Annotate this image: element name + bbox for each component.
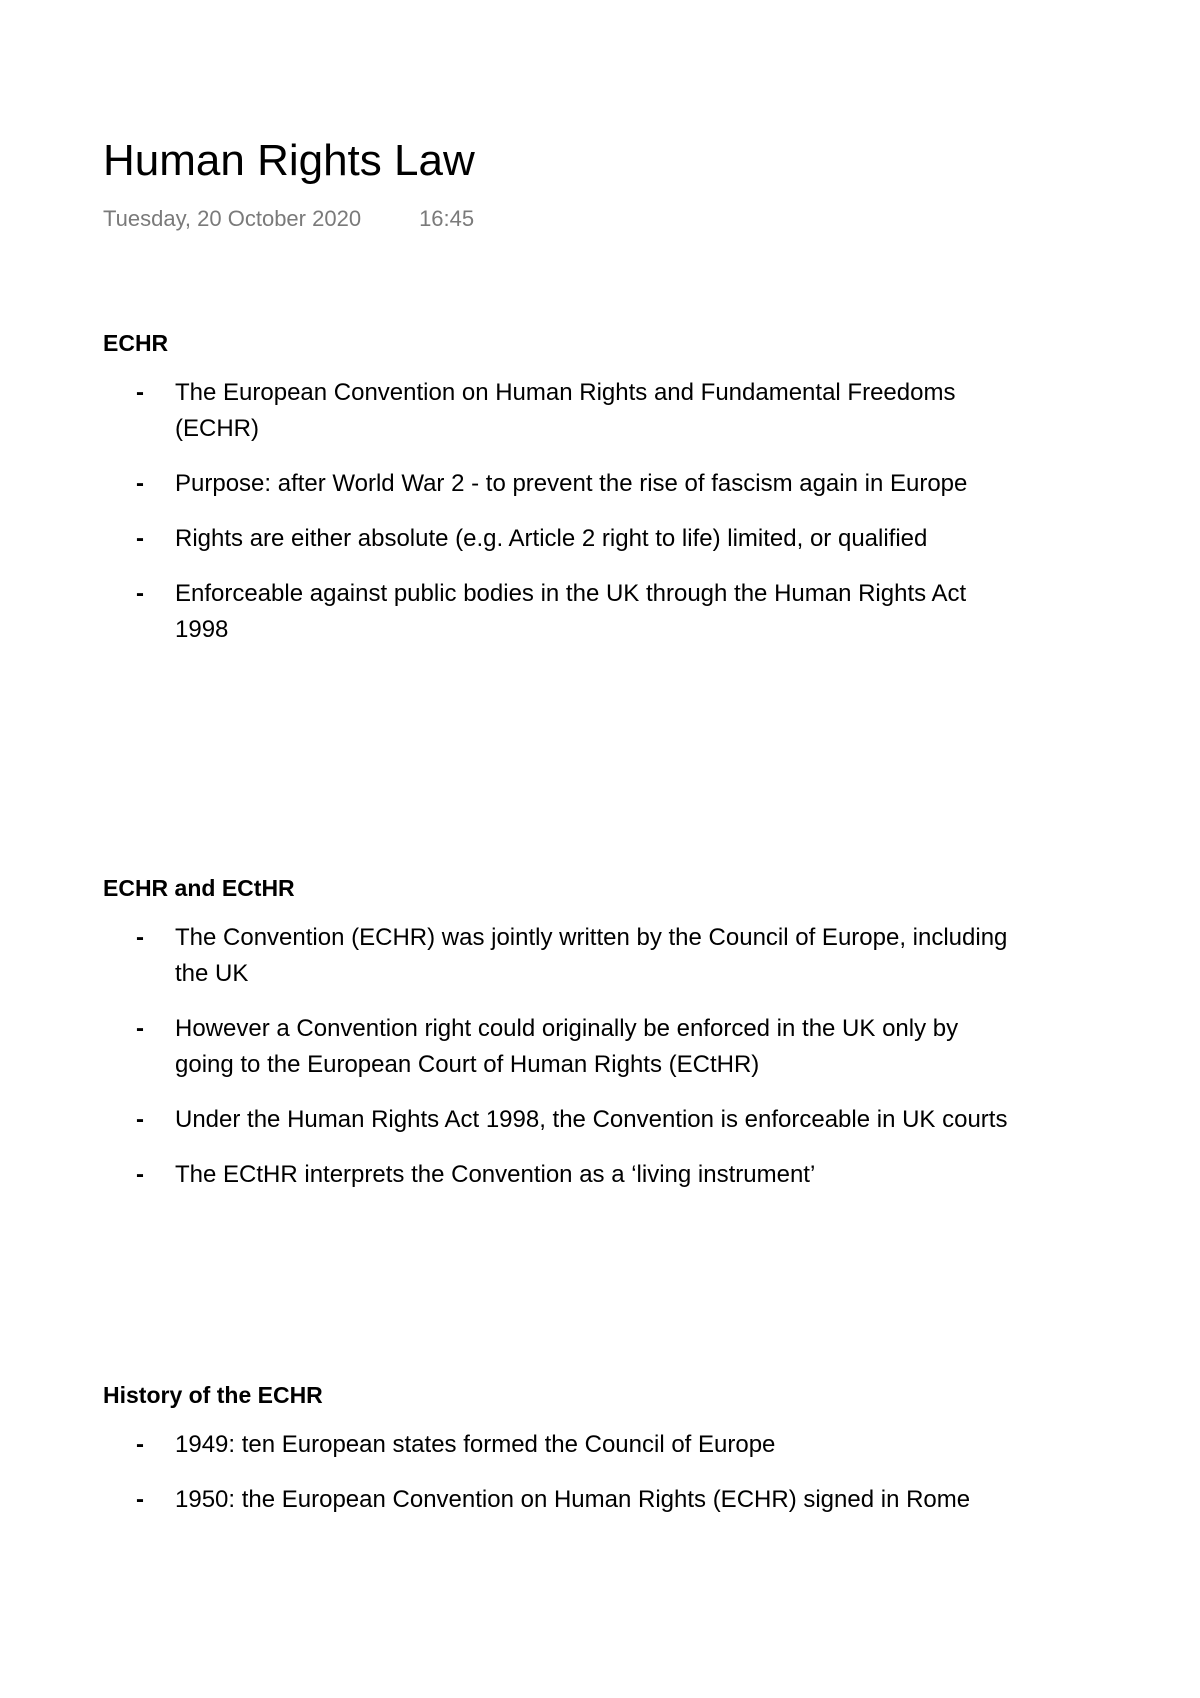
bullet-list [103, 1427, 1023, 1518]
page-time: 16:45 [419, 206, 475, 231]
list-item [103, 375, 1023, 447]
dash-bullet-icon: - [136, 924, 144, 951]
dash-bullet-icon: - [136, 525, 144, 552]
section-echr-and-ecthr [103, 871, 1023, 1212]
section-history-of-echr [103, 1378, 1023, 1537]
section-echr [103, 326, 1023, 667]
list-item-text: 1949: ten European states formed the Council of Europe [175, 1431, 776, 1458]
page-title: Human Rights Law [103, 136, 475, 185]
dash-bullet-icon: - [136, 580, 144, 607]
list-item [103, 1157, 1023, 1193]
list-item [103, 521, 1023, 557]
section-heading: History of the ECHR [103, 1382, 323, 1408]
list-item-text: The ECtHR interprets the Convention as a ‘living instrument’ [175, 1161, 816, 1188]
list-item-text: Under the Human Rights Act 1998, the Convention is enforceable in UK courts [175, 1106, 1008, 1133]
page-meta [103, 206, 474, 232]
list-item [103, 1427, 1023, 1463]
list-item-text: Purpose: after World War 2 - to prevent the rise of fascism again in Europe [175, 470, 968, 497]
page-date: Tuesday, 20 October 2020 [103, 206, 362, 231]
list-item-text: The European Convention on Human Rights and Fundamental Freedoms (ECHR) [175, 379, 956, 442]
list-item [103, 466, 1023, 502]
dash-bullet-icon: - [136, 379, 144, 406]
list-item [103, 1102, 1023, 1138]
list-item [103, 1482, 1023, 1518]
section-heading: ECHR and ECtHR [103, 875, 295, 901]
list-item-text: Rights are either absolute (e.g. Article 2 right to life) limited, or qualified [175, 525, 928, 552]
dash-bullet-icon: - [136, 1015, 144, 1042]
list-item [103, 1011, 1023, 1083]
list-item [103, 920, 1023, 992]
list-item-text: The Convention (ECHR) was jointly written by the Council of Europe, including the UK [175, 924, 1008, 987]
dash-bullet-icon: - [136, 1106, 144, 1133]
dash-bullet-icon: - [136, 1431, 144, 1458]
dash-bullet-icon: - [136, 1161, 144, 1188]
list-item-text: 1950: the European Convention on Human Rights (ECHR) signed in Rome [175, 1486, 971, 1513]
list-item [103, 576, 1023, 648]
list-item-text: Enforceable against public bodies in the UK through the Human Rights Act 1998 [175, 580, 967, 643]
dash-bullet-icon: - [136, 1486, 144, 1513]
section-heading: ECHR [103, 330, 169, 356]
bullet-list [103, 375, 1023, 648]
bullet-list [103, 920, 1023, 1193]
dash-bullet-icon: - [136, 470, 144, 497]
list-item-text: However a Convention right could originally be enforced in the UK only by going to the European Court of Human Rights (ECtHR) [175, 1015, 959, 1078]
